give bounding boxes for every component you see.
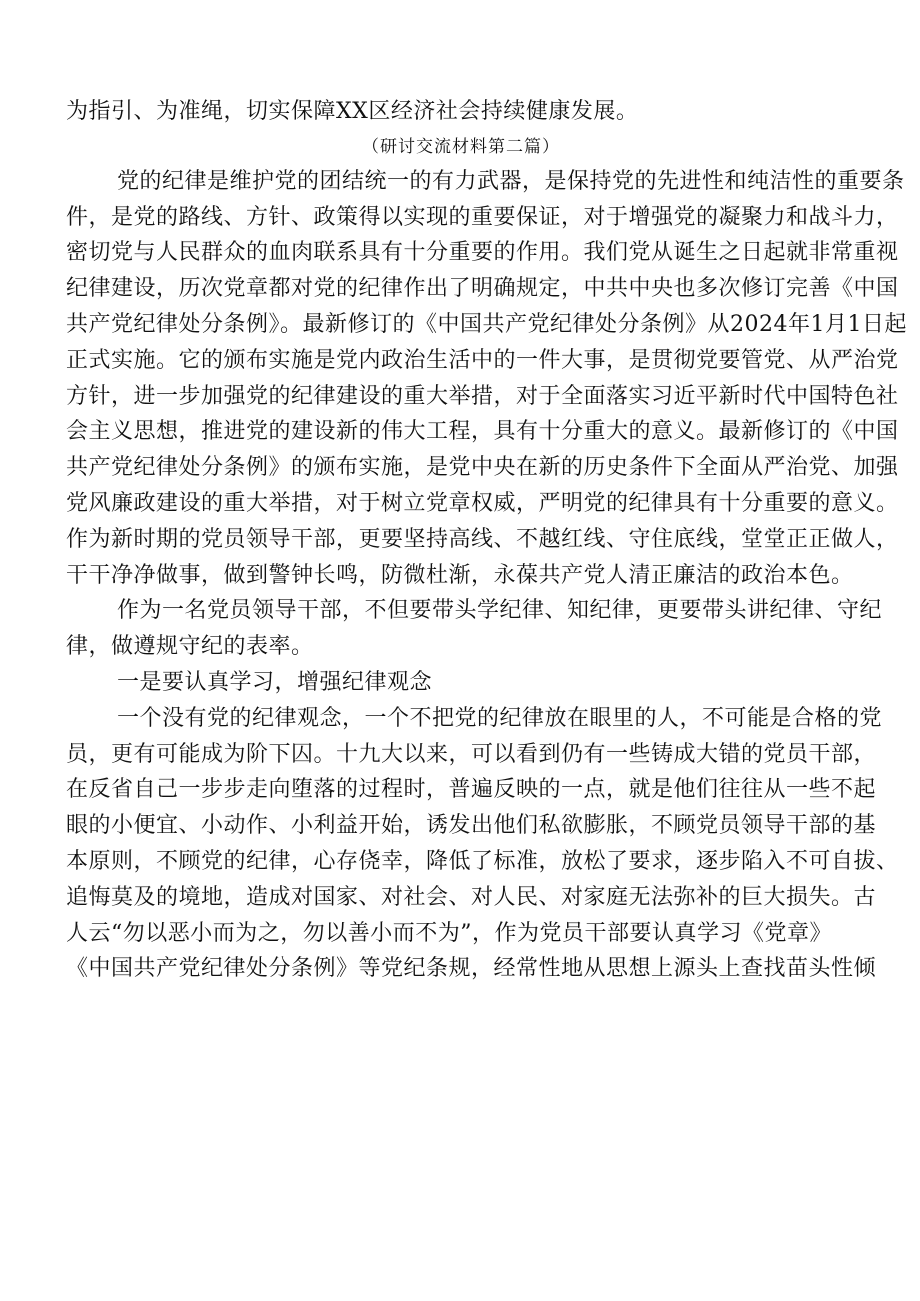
paragraph-line: 人云“勿以恶小而为之，勿以善小而不为”，作为党员干部要认真学习《党章》	[66, 920, 832, 946]
paragraph-line: 一个没有党的纪律观念，一个不把党的纪律放在眼里的人，不可能是合格的党	[117, 705, 883, 731]
document-body	[66, 94, 907, 987]
paragraph-line: 员，更有可能成为阶下囚。十九大以来，可以看到仍有一些铸成大错的党员干部，	[66, 741, 877, 767]
section-heading: 一是要认真学习，增强纪律观念	[117, 669, 433, 695]
paragraph-line: 密切党与人民群众的血肉联系具有十分重要的作用。我们党从诞生之日起就非常重视	[66, 240, 899, 266]
paragraph-line: 《中国共产党纪律处分条例》等党纪条规，经常性地从思想上源头上查找苗头性倾	[66, 956, 877, 982]
paragraph-line: 律，做遵规守纪的表率。	[66, 634, 314, 660]
paragraph-line: 作为新时期的党员领导干部，更要坚持高线、不越红线、守住底线，堂堂正正做人，	[66, 526, 899, 552]
paragraph-line: 方针，进一步加强党的纪律建设的重大举措，对于全面落实习近平新时代中国特色社	[66, 383, 899, 409]
text-line: 为指引、为准绳，切实保障XX区经济社会持续健康发展。	[66, 99, 639, 124]
paragraph-line: 党的纪律是维护党的团结统一的有力武器，是保持党的先进性和纯洁性的重要条	[117, 168, 905, 194]
paragraph-line: 党风廉政建设的重大举措，对于树立党章权威，严明党的纪律具有十分重要的意义。	[66, 490, 899, 516]
paragraph-line: 共产党纪律处分条例》的颁布实施，是党中央在新的历史条件下全面从严治党、加强	[66, 455, 899, 481]
paragraph-line: 本原则，不顾党的纪律，心存侥幸，降低了标准，放松了要求，逐步陷入不可自拔、	[66, 848, 899, 874]
paragraph-line: 在反省自己一步步走向堕落的过程时，普遍反映的一点，就是他们往往从一些不起	[66, 777, 877, 803]
paragraph-line: 作为一名党员领导干部，不但要带头学纪律、知纪律，更要带头讲纪律、守纪	[117, 598, 883, 624]
paragraph-line: 正式实施。它的颁布实施是党内政治生活中的一件大事，是贯彻党要管党、从严治党	[66, 347, 899, 373]
paragraph-line: 追悔莫及的境地，造成对国家、对社会、对人民、对家庭无法弥补的巨大损失。古	[66, 884, 877, 910]
paragraph-line: 件，是党的路线、方针、政策得以实现的重要保证，对于增强党的凝聚力和战斗力，	[66, 204, 899, 230]
paragraph-line: 共产党纪律处分条例》。最新修订的《中国共产党纪律处分条例》从2024年1月1日起	[66, 311, 907, 337]
section-subtitle: （研讨交流材料第二篇）	[362, 136, 560, 157]
paragraph-line: 干干净净做事，做到警钟长鸣，防微杜渐，永葆共产党人清正廉洁的政治本色。	[66, 562, 854, 588]
paragraph-line: 纪律建设，历次党章都对党的纪律作出了明确规定，中共中央也多次修订完善《中国	[66, 276, 899, 302]
paragraph-line: 眼的小便宜、小动作、小利益开始，诱发出他们私欲膨胀，不顾党员领导干部的基	[66, 813, 877, 839]
paragraph-line: 会主义思想，推进党的建设新的伟大工程，具有十分重大的意义。最新修订的《中国	[66, 419, 899, 445]
